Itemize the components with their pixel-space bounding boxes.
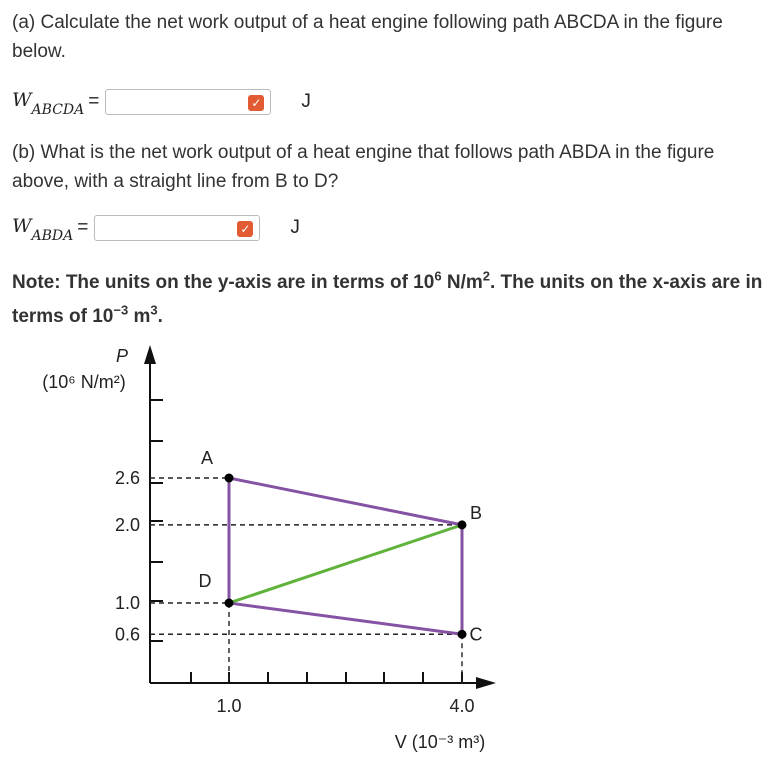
answer-b-unit: J	[290, 217, 300, 238]
point-c	[458, 630, 467, 639]
y-axis-units: (10⁶ N/m²)	[42, 372, 126, 392]
point-d	[225, 599, 234, 608]
units-note: Note: The units on the y-axis are in terms of $10^6$ $N/m^2$. The units on the x-axis are in terms of $10^{-3}$ $m^3$.	[12, 268, 763, 327]
point-b	[458, 520, 467, 529]
x-tick-label: 1.0	[216, 696, 242, 716]
y-tick-label: 2.6	[114, 468, 140, 488]
point-label-c: C	[469, 624, 483, 645]
point-label-b: B	[469, 502, 483, 523]
equals-sign: =	[88, 91, 100, 112]
series-abcda	[229, 478, 462, 634]
series-bd	[229, 525, 462, 603]
check-icon[interactable]: ✓	[248, 95, 264, 111]
y-tick-label: 1.0	[114, 593, 140, 613]
point-label-a: A	[200, 448, 214, 468]
answer-a-label: $W_{ABCDA}$	[12, 89, 85, 118]
x-tick-label: 4.0	[449, 696, 475, 716]
point-a	[225, 474, 234, 483]
point-label-d: D	[198, 571, 212, 591]
x-axis-label: V (10⁻³ m³)	[394, 732, 486, 752]
question-a-text: (a) Calculate the net work output of a heat engine following path ABCDA in the figure below.	[12, 12, 723, 62]
y-tick-label: 0.6	[114, 624, 140, 645]
answer-a-unit: J	[301, 91, 311, 112]
y-axis-symbol: P	[115, 346, 129, 366]
y-tick-label: 2.0	[114, 514, 140, 535]
equals-sign: =	[77, 217, 89, 238]
answer-b-label: $W_{ABDA}$	[12, 215, 74, 244]
check-icon[interactable]: ✓	[237, 221, 253, 237]
question-b-text: (b) What is the net work output of a heat engine that follows path ABDA in the figure above, with a straight line from B to D?	[12, 142, 715, 192]
x-axis-arrow	[476, 677, 496, 689]
y-axis-arrow	[144, 345, 156, 364]
